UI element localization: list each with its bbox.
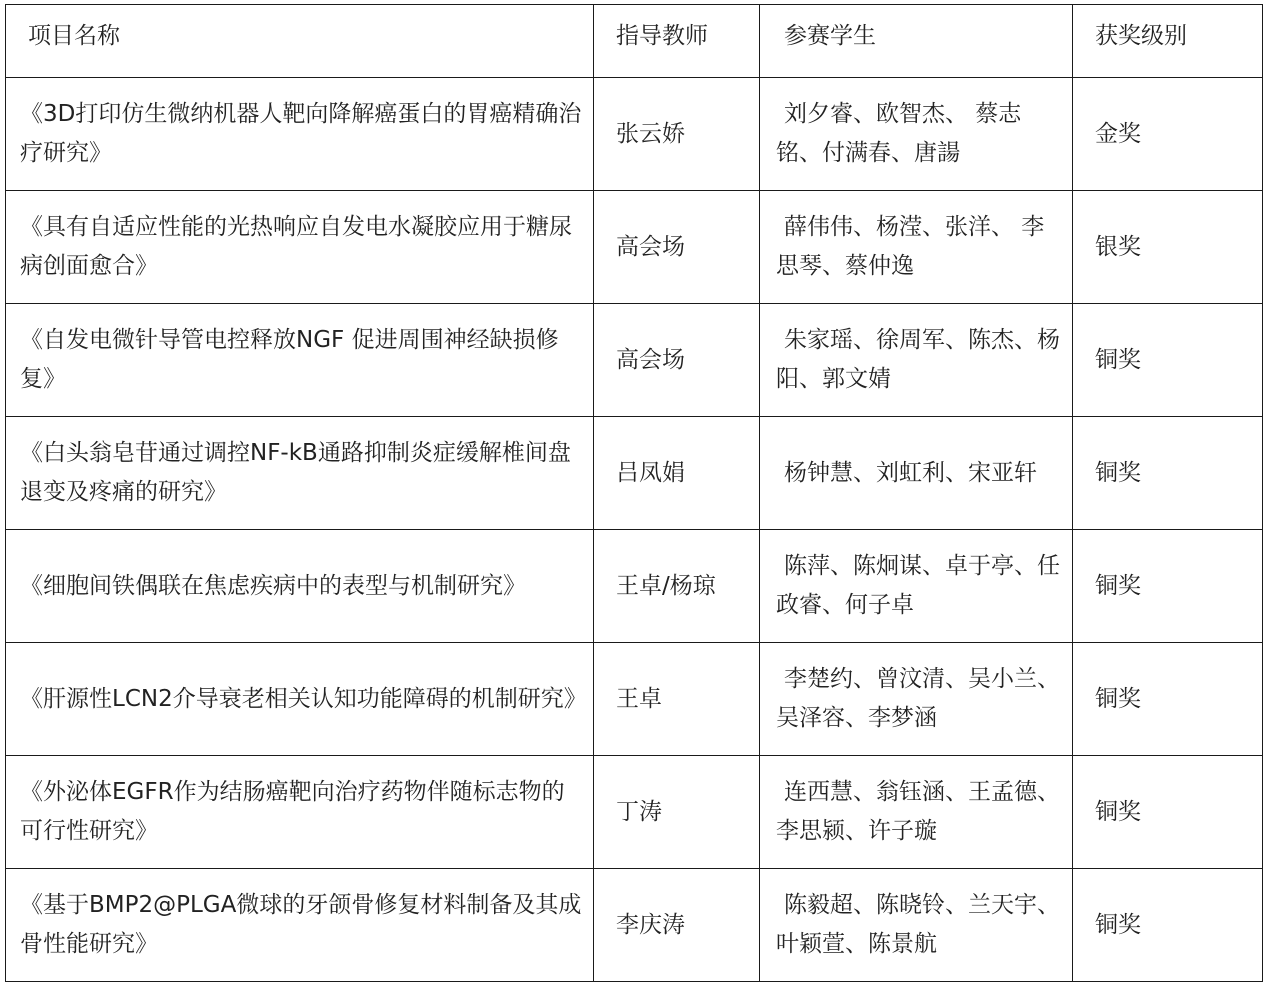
- students-list: 李楚约、曾汶清、吴小兰、吴泽容、李梦涵: [776, 666, 1060, 731]
- award-level-cell: 铜奖: [1073, 530, 1263, 643]
- students-cell: [760, 530, 1073, 643]
- award-level-cell: 铜奖: [1073, 417, 1263, 530]
- students-list: 刘夕睿、欧智杰、 蔡志铭、付满春、唐諹: [776, 101, 1022, 166]
- students-list: 陈萍、陈炯谋、卓于亭、任政睿、何子卓: [776, 553, 1060, 618]
- students-list: 薛伟伟、杨滢、张洋、 李思琴、蔡仲逸: [776, 214, 1045, 279]
- header-project-name-label: 项目名称: [28, 23, 120, 49]
- header-students: [760, 5, 1073, 78]
- project-name-cell: [6, 643, 594, 756]
- teacher-cell: 王卓: [594, 643, 760, 756]
- header-students-label: 参赛学生: [784, 23, 876, 49]
- students-cell: [760, 78, 1073, 191]
- table-header-row: [6, 5, 1263, 78]
- project-name-cell: [6, 304, 594, 417]
- project-name: 《自发电微针导管电控释放NGF 促进周围神经缺损修复》: [20, 327, 559, 392]
- header-teacher: [594, 5, 760, 78]
- teacher-cell: 高会场: [594, 191, 760, 304]
- award-level-cell: 金奖: [1073, 78, 1263, 191]
- table-row: [6, 756, 1263, 869]
- students-cell: [760, 756, 1073, 869]
- header-award: [1073, 5, 1263, 78]
- award-level-cell: 铜奖: [1073, 756, 1263, 869]
- award-level-cell: 铜奖: [1073, 869, 1263, 982]
- students-list: 朱家瑶、徐周军、陈杰、杨阳、郭文婧: [776, 327, 1060, 392]
- project-name: 《外泌体EGFR作为结肠癌靶向治疗药物伴随标志物的可行性研究》: [20, 779, 565, 844]
- students-cell: [760, 643, 1073, 756]
- table-row: [6, 78, 1263, 191]
- project-name: 《基于BMP2@PLGA微球的牙颌骨修复材料制备及其成骨性能研究》: [20, 892, 582, 957]
- project-name: 《肝源性LCN2介导衰老相关认知功能障碍的机制研究》: [20, 685, 587, 712]
- project-name-cell: [6, 530, 594, 643]
- project-name-cell: [6, 191, 594, 304]
- students-cell: [760, 417, 1073, 530]
- project-name-cell: [6, 417, 594, 530]
- project-name-cell: [6, 78, 594, 191]
- award-level-cell: 铜奖: [1073, 643, 1263, 756]
- table-row: [6, 530, 1263, 643]
- students-cell: [760, 869, 1073, 982]
- teacher-cell: 吕凤娟: [594, 417, 760, 530]
- header-award-label: 获奖级别: [1095, 23, 1187, 49]
- table-row: [6, 304, 1263, 417]
- table-row: [6, 191, 1263, 304]
- project-name: 《白头翁皂苷通过调控NF-kB通路抑制炎症缓解椎间盘退变及疼痛的研究》: [20, 440, 571, 505]
- teacher-cell: 丁涛: [594, 756, 760, 869]
- table-row: [6, 417, 1263, 530]
- header-teacher-label: 指导教师: [616, 23, 708, 49]
- students-list: 杨钟慧、刘虹利、宋亚轩: [784, 459, 1037, 486]
- project-name: 《具有自适应性能的光热响应自发电水凝胶应用于糖尿病创面愈合》: [20, 214, 572, 279]
- award-table: [5, 4, 1263, 982]
- students-cell: [760, 191, 1073, 304]
- table-row: [6, 869, 1263, 982]
- project-name-cell: [6, 756, 594, 869]
- students-cell: [760, 304, 1073, 417]
- header-project-name: [6, 5, 594, 78]
- teacher-cell: 王卓/杨琼: [594, 530, 760, 643]
- students-list: 连西慧、翁钰涵、王孟德、李思颍、许子璇: [776, 779, 1060, 844]
- project-name: 《3D打印仿生微纳机器人靶向降解癌蛋白的胃癌精确治疗研究》: [20, 101, 582, 166]
- award-level-cell: 银奖: [1073, 191, 1263, 304]
- teacher-cell: 李庆涛: [594, 869, 760, 982]
- project-name-cell: [6, 869, 594, 982]
- award-level-cell: 铜奖: [1073, 304, 1263, 417]
- teacher-cell: 高会场: [594, 304, 760, 417]
- teacher-cell: 张云娇: [594, 78, 760, 191]
- students-list: 陈毅超、陈晓铃、兰天宇、叶颖萱、陈景航: [776, 892, 1060, 957]
- table-row: [6, 643, 1263, 756]
- project-name: 《细胞间铁偶联在焦虑疾病中的表型与机制研究》: [20, 572, 526, 599]
